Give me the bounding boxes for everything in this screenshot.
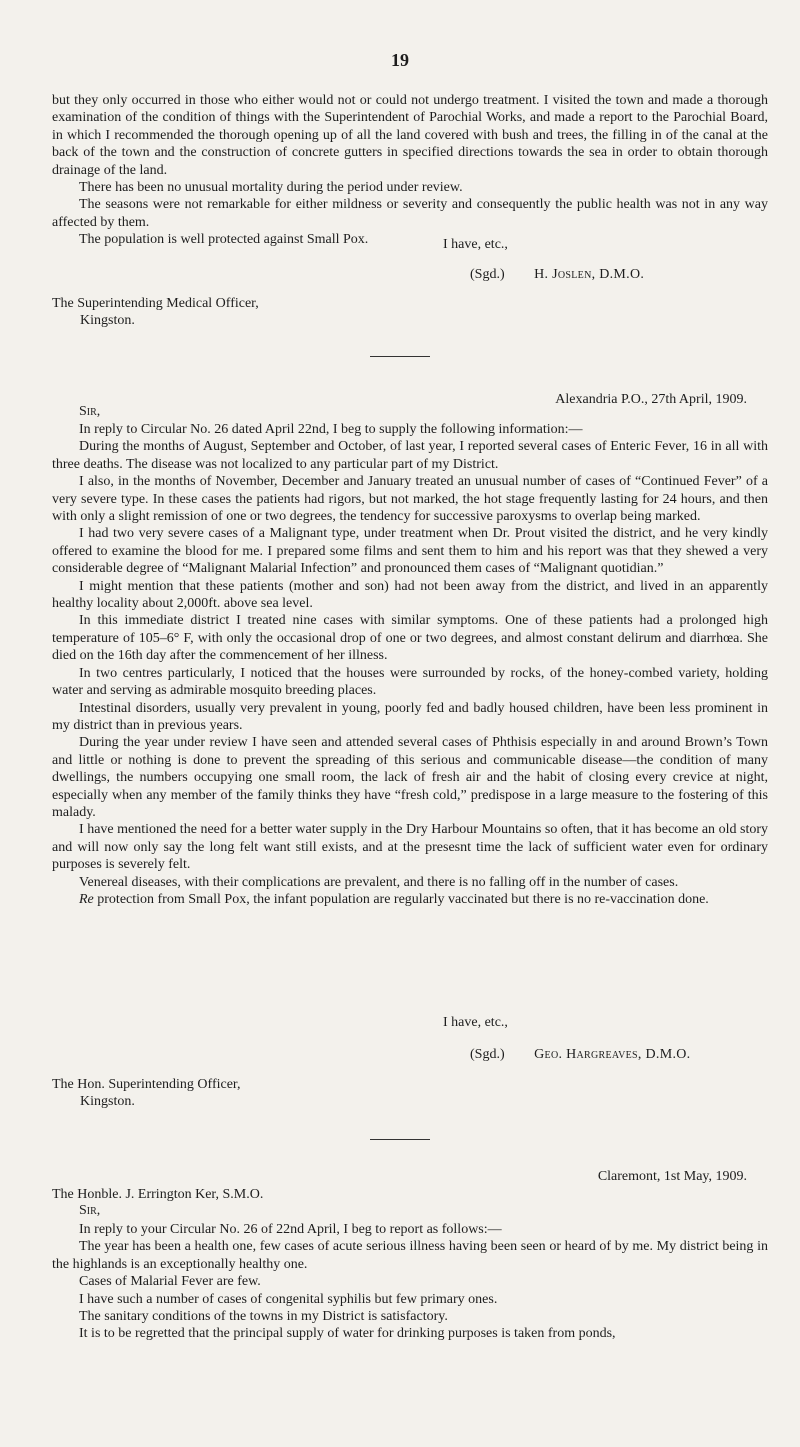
letter1-body [52, 92, 768, 249]
letter3-dateline: Claremont, 1st May, 1909. [597, 1169, 747, 1184]
signature: Geo. Hargreaves, D.M.O. [534, 1047, 691, 1062]
paragraph: I also, in the months of November, December and January treated an unusual number of cases of “Continued Fever” of a very severe type. In these cases the patients had rigors, but not marked, the hot stage frequently lasting for 24 hours, and then with only a slight remission of one or two degrees, the tendency for successive paroxysms to overlap being marked. [52, 474, 768, 525]
paragraph: The year has been a health one, few cases of acute serious illness having been seen or heard of by me. My district being in the highlands is an exceptionally healthy one. [52, 1239, 768, 1272]
paragraph: It is to be regretted that the principal supply of water for drinking purposes is taken from ponds, [79, 1326, 616, 1342]
letter3-body [52, 1221, 768, 1343]
paragraph: In reply to Circular No. 26 dated April 22nd, I beg to supply the following information:— [79, 422, 583, 437]
addressee-line: Kingston. [80, 1094, 135, 1109]
letter2-body [52, 421, 768, 908]
paragraph: The sanitary conditions of the towns in my District is satisfactory. [79, 1309, 448, 1325]
paragraph: but they only occurred in those who either would not or could not undergo treatment. I visited the town and made a thorough examination of the condition of things with the Superintendent of Parochial Works, and made a report to the Parochial Board, in which I recommended the thorough opening up of all the land covered with bush and trees, the filling in of the canal at the back of the town and the construction of concrete gutters in specified directions towards the sea in order to obtain thorough drainage of the land. [52, 93, 768, 178]
page-number: 19 [391, 50, 409, 70]
paragraph: Intestinal disorders, usually very prevalent in young, poorly fed and badly housed children, have been less prominent in my district than in previous years. [52, 700, 768, 733]
letter2-salutation: Sir, [79, 404, 101, 419]
paragraph: During the months of August, September and October, of last year, I reported several cases of Enteric Fever, 16 in all with three deaths. The disease was not localized to any particular part of my District. [52, 439, 768, 472]
letter2-signature-line [470, 1046, 690, 1063]
paragraph: Venereal diseases, with their complications are prevalent, and there is no falling off in the number of cases. [79, 874, 679, 890]
paragraph: During the year under review I have seen and attended several cases of Phthisis especially in and around Brown’s Town and little or nothing is done to prevent the spreading of this serious and communicable disease—the condition of many dwellings, the numbers occupying one small room, the lack of fresh air and the habit of closing every crevice at night, especially when any member of the family thinks they have “fresh cold,” predispose in a large measure to the fostering of this malady. [52, 735, 768, 820]
paragraph: The seasons were not remarkable for either mildness or severity and consequently the public health was not in any way affected by them. [52, 197, 768, 230]
paragraph: In reply to your Circular No. 26 of 22nd April, I beg to report as follows:— [79, 1222, 502, 1237]
section-divider [370, 1139, 430, 1140]
re-text: protection from Small Pox, the infant population are regularly vaccinated but there is no re-vaccination done. [93, 891, 709, 907]
re-word: Re [79, 891, 94, 907]
paragraph: In two centres particularly, I noticed that the houses were surrounded by rocks, of the honey-combed variety, holding water and serving as admirable mosquito breeding places. [52, 665, 768, 699]
signed-label: (Sgd.) [470, 267, 505, 282]
letter1-addressee [52, 295, 259, 329]
paragraph: I had two very severe cases of a Malignant type, under treatment when Dr. Prout visited the district, and he very kindly offered to examine the blood for me. I prepared some films and sent them to him and his report was that they shewed a very considerable degree of “Malignant Malarial Infection” and pronounced them cases of “Malignant quotidian.” [52, 526, 768, 577]
addressee-line: The Superintending Medical Officer, [52, 296, 259, 311]
paragraph: There has been no unusual mortality during the period under review. [79, 180, 463, 196]
paragraph: I have such a number of cases of congenital syphilis but few primary ones. [79, 1291, 498, 1307]
letter3-addressee: The Honble. J. Errington Ker, S.M.O. [52, 1187, 264, 1202]
addressee-line: The Hon. Superintending Officer, [52, 1077, 241, 1092]
paragraph: Cases of Malarial Fever are few. [79, 1274, 261, 1290]
signature: H. Joslen, D.M.O. [534, 267, 645, 282]
letter3-salutation: Sir, [79, 1203, 101, 1218]
letter1-closing: I have, etc., [443, 237, 508, 252]
signed-label: (Sgd.) [470, 1047, 505, 1062]
section-divider [370, 356, 430, 357]
letter2-closing: I have, etc., [443, 1015, 508, 1030]
paragraph: I have mentioned the need for a better water supply in the Dry Harbour Mountains so often, that it has become an old story and will now only say the long felt want still exists, and at the presesnt time the lack of sufficient water even for ordinary purposes is severely felt. [52, 822, 768, 873]
addressee-line: Kingston. [80, 313, 135, 328]
letter1-signature-line [470, 266, 644, 283]
letter2-addressee [52, 1076, 241, 1110]
paragraph: The population is well protected against Small Pox. [79, 232, 369, 248]
letter2-dateline: Alexandria P.O., 27th April, 1909. [555, 392, 747, 407]
paragraph: I might mention that these patients (mother and son) had not been away from the district, and lived in an apparently healthy locality about 2,000ft. above sea level. [52, 578, 768, 612]
paragraph: In this immediate district I treated nine cases with similar symptoms. One of these patients had a prolonged high temperature of 105–6° F, with only the occasional drop of one or two degrees, and almost constant delirum and diarrhœa. She died on the 16th day after the commencement of her illness. [52, 613, 768, 664]
paragraph [52, 891, 768, 908]
